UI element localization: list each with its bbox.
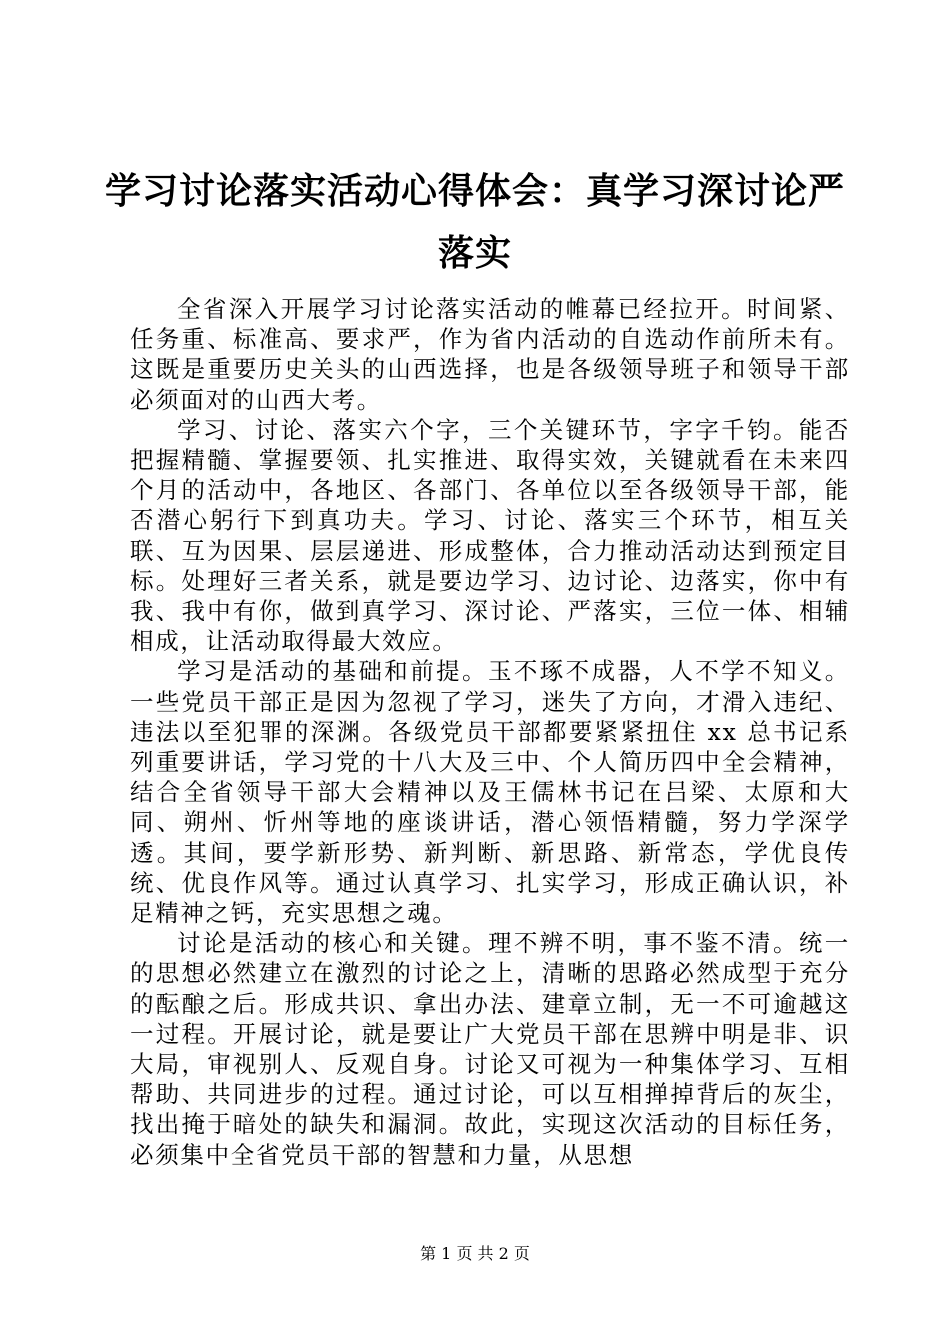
document-body <box>130 294 850 1170</box>
paragraph-2: 学习、讨论、落实六个字，三个关键环节，字字千钧。能否把握精髓、掌握要领、扎实推进、取得实效，关键就看在未来四个月的活动中，各地区、各部门、各单位以至各级领导干部，能否潜心躬行下到真功夫。学习、讨论、落实三个环节，相互关联、互为因果、层层递进、形成整体，合力推动活动达到预定目标。处理好三者关系，就是要边学习、边讨论、边落实，你中有我、我中有你，做到真学习、深讨论、严落实，三位一体、相辅相成，让活动取得最大效应。 <box>130 415 850 656</box>
paragraph-4: 讨论是活动的核心和关键。理不辨不明，事不鉴不清。统一的思想必然建立在激烈的讨论之上，清晰的思路必然成型于充分的酝酿之后。形成共识、拿出办法、建章立制，无一不可逾越这一过程。开展讨论，就是要让广大党员干部在思辨中明是非、识大局，审视别人、反观自身。讨论又可视为一种集体学习、互相帮助、共同进步的过程。通过讨论，可以互相掸掉背后的灰尘，找出掩于暗处的缺失和漏洞。故此，实现这次活动的目标任务，必须集中全省党员干部的智慧和力量，从思想 <box>130 929 850 1169</box>
page-number-footer: 第 1 页 共 2 页 <box>420 1244 530 1263</box>
paragraph-1: 全省深入开展学习讨论落实活动的帷幕已经拉开。时间紧、任务重、标准高、要求严，作为省内活动的自选动作前所未有。这既是重要历史关头的山西选择，也是各级领导班子和领导干部必须面对的山西大考。 <box>130 295 850 414</box>
document-title: 学习讨论落实活动心得体会：真学习深讨论严落实 <box>104 170 845 274</box>
paragraph-3: 学习是活动的基础和前提。玉不琢不成器，人不学不知义。一些党员干部正是因为忽视了学习，迷失了方向，才滑入违纪、违法以至犯罪的深渊。各级党员干部都要紧紧扭住 xx 总书记系列重要讲话，学习党的十八大及三中、个人简历四中全会精神，结合全省领导干部大会精神以及王儒林书记在吕梁、太原和大同、朔州、忻州等地的座谈讲话，潜心领悟精髓，努力学深学透。其间，要学新形势、新判断、新思路、新常态，学优良传统、优良作风等。通过认真学习、扎实学习，形成正确认识，补足精神之钙，充实思想之魂。 <box>130 657 850 928</box>
